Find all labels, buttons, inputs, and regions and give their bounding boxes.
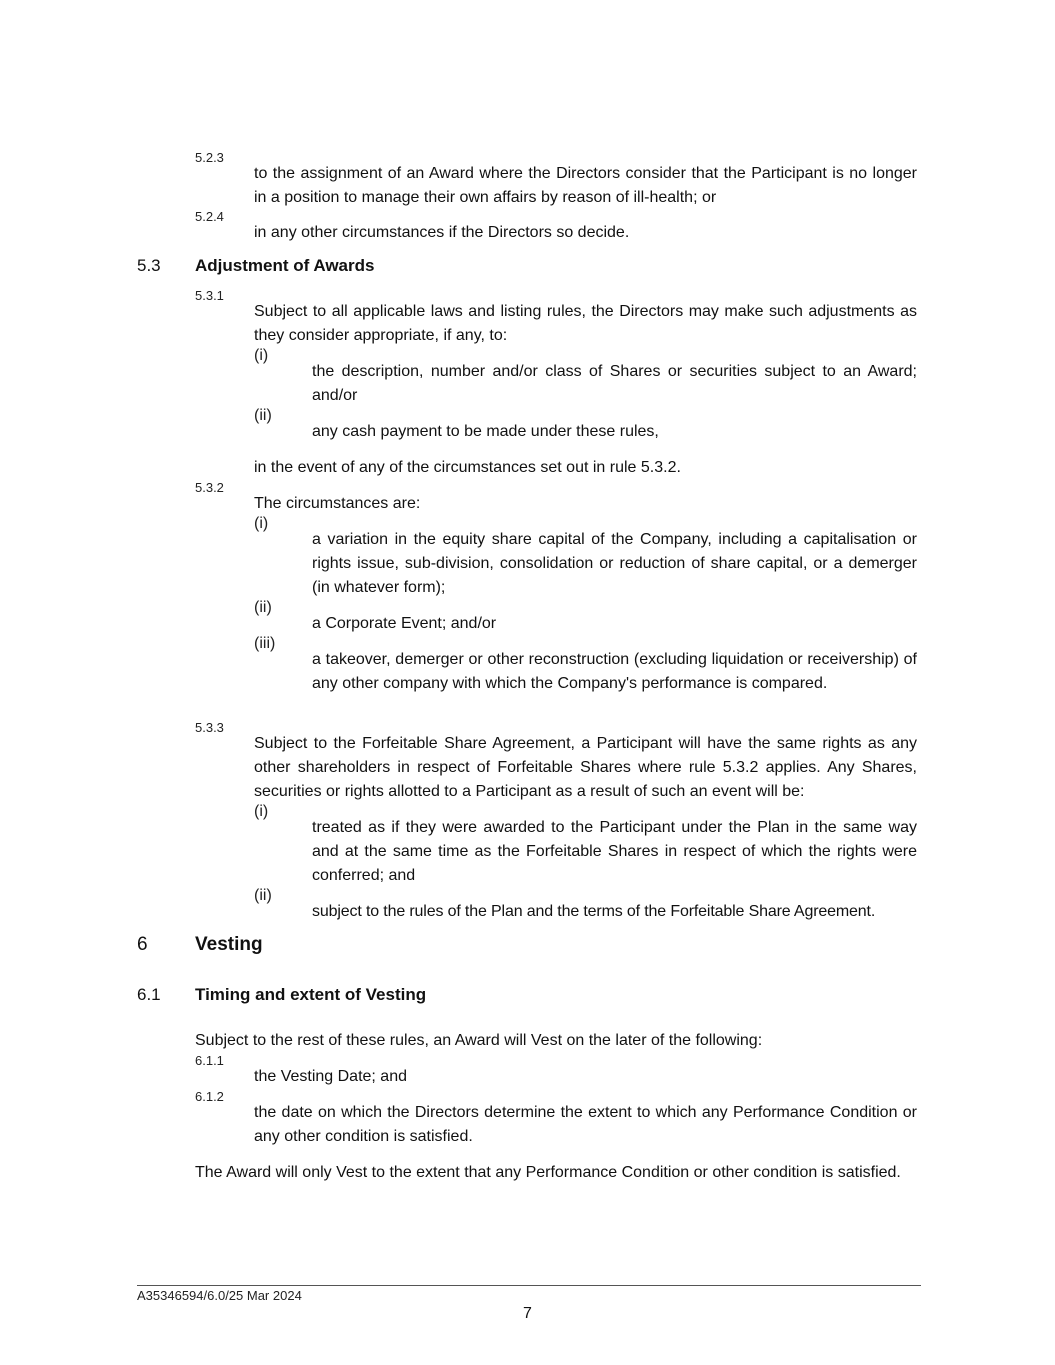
list-marker: (iii)	[254, 635, 276, 652]
footer-divider	[137, 1285, 921, 1286]
clause-text: in any other circumstances if the Directors so decide.	[254, 224, 630, 241]
section-number: 6	[137, 934, 148, 955]
clause-text: the Vesting Date; and	[254, 1068, 407, 1085]
section-closing: The Award will only Vest to the extent that any Performance Condition or other condition is satisfied.	[195, 1164, 901, 1181]
clause-text: the date on which the Directors determine the extent to which any Performance Condition or any other condition is satisfied.	[254, 1104, 917, 1145]
list-item-text: a Corporate Event; and/or	[312, 615, 497, 632]
clause-text: The circumstances are:	[254, 495, 421, 512]
list-marker: (i)	[254, 803, 269, 820]
list-item-text: a variation in the equity share capital of the Company, including a capitalisation or rights issue, sub-division, consolidation or reduction of share capital, or a demerger (in whatever form);	[312, 531, 917, 596]
clause-number: 5.2.4	[195, 209, 224, 224]
list-marker: (ii)	[254, 599, 272, 616]
list-item-text: the description, number and/or class of Shares or securities subject to an Award; and/or	[312, 363, 917, 404]
clause-text: to the assignment of an Award where the Directors consider that the Participant is no longer in a position to manage their own affairs by reason of ill-health; or	[254, 165, 917, 206]
section-intro: Subject to the rest of these rules, an Award will Vest on the later of the following:	[195, 1032, 763, 1049]
section-heading: Adjustment of Awards	[195, 256, 375, 275]
section-heading: Vesting	[195, 934, 263, 955]
list-marker: (i)	[254, 515, 269, 532]
clause-number: 5.3.1	[195, 288, 224, 303]
list-item-text: a takeover, demerger or other reconstruction (excluding liquidation or receivership) of any other company with which the Company's performance is compared.	[312, 651, 917, 692]
clause-continuation: in the event of any of the circumstances set out in rule 5.3.2.	[254, 459, 681, 476]
section-number: 6.1	[137, 985, 161, 1004]
document-reference: A35346594/6.0/25 Mar 2024	[137, 1288, 302, 1303]
clause-number: 5.3.3	[195, 720, 224, 735]
clause-number: 6.1.1	[195, 1053, 224, 1068]
clause-text: Subject to the Forfeitable Share Agreement, a Participant will have the same rights as any other shareholders in respect of Forfeitable Shares where rule 5.3.2 applies. Any Shares, securities or rights allotted to a Participant as a result of such an event will be:	[254, 735, 917, 800]
page-number: 7	[523, 1305, 532, 1322]
clause-number: 5.2.3	[195, 150, 224, 165]
list-marker: (ii)	[254, 887, 272, 904]
list-item-text: treated as if they were awarded to the Participant under the Plan in the same way and at the same time as the Forfeitable Shares in respect of which the rights were conferred; and	[312, 819, 917, 884]
list-marker: (ii)	[254, 407, 272, 424]
clause-text: Subject to all applicable laws and listing rules, the Directors may make such adjustments as they consider appropriate, if any, to:	[254, 303, 917, 344]
list-item-text: any cash payment to be made under these rules,	[312, 423, 659, 440]
clause-number: 6.1.2	[195, 1089, 224, 1104]
list-marker: (i)	[254, 347, 269, 364]
list-item-text: subject to the rules of the Plan and the terms of the Forfeitable Share Agreement.	[312, 903, 876, 920]
section-heading: Timing and extent of Vesting	[195, 985, 427, 1004]
section-number: 5.3	[137, 256, 161, 275]
clause-number: 5.3.2	[195, 480, 224, 495]
